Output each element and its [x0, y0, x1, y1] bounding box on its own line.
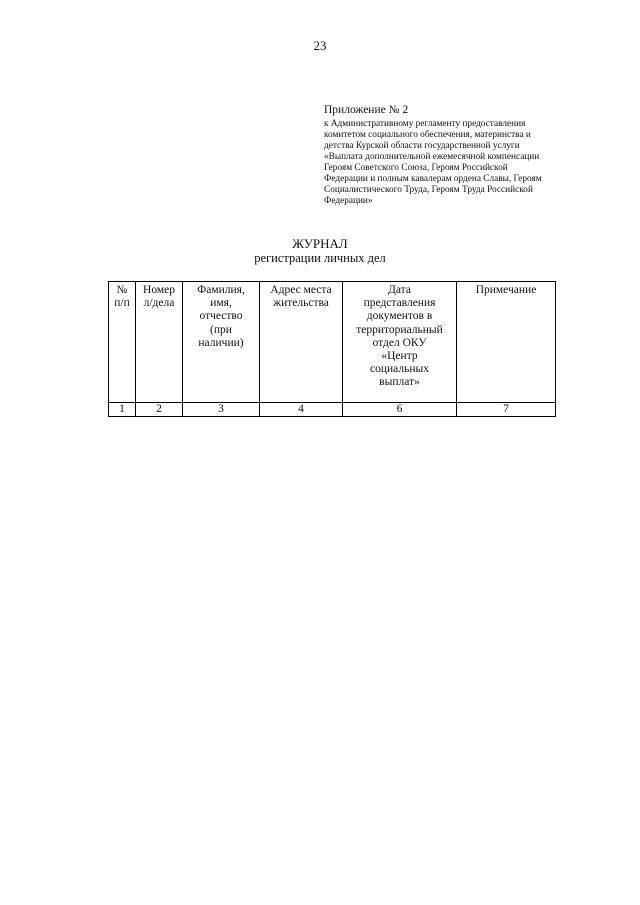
column-number-cell: 6 [343, 403, 457, 417]
header-text: п/п [114, 297, 130, 310]
journal-title: ЖУРНАЛ [292, 236, 348, 251]
header-text: Дата [388, 284, 411, 296]
header-text: Адрес места [270, 284, 332, 296]
header-text: территориальный [356, 323, 443, 336]
header-cell-note [457, 282, 556, 403]
appendix-line: Социалистического Труда, Героям Труда Российской [324, 185, 533, 195]
header-text: отчество [199, 310, 243, 323]
appendix-line: комитетом социального обеспечения, материнства и [324, 130, 531, 140]
appendix-line: «Выплата дополнительной ежемесячной компенсации [324, 152, 540, 162]
table-header-row [109, 282, 556, 403]
appendix-line: Федерации и полным кавалерам ордена Славы, Героям [324, 174, 542, 184]
header-text: социальных [370, 363, 429, 376]
header-text: документов в [366, 310, 433, 323]
header-cell-address [260, 282, 343, 403]
header-cell-submission-date [343, 282, 457, 403]
appendix-title: Приложение № 2 [324, 104, 409, 116]
header-text: «Центр [381, 350, 418, 363]
register-table [108, 281, 556, 417]
journal-subtitle: регистрации личных дел [254, 251, 386, 265]
header-text: жительства [273, 297, 329, 310]
header-cell-case-number [136, 282, 183, 403]
header-cell-number [109, 282, 136, 403]
column-number-cell: 2 [136, 403, 183, 417]
header-text: (при [210, 323, 232, 336]
header-text: представления [363, 297, 436, 310]
column-number-cell: 3 [183, 403, 260, 417]
header-text: Примечание [475, 284, 537, 296]
header-text: отдел ОКУ [372, 336, 427, 349]
column-number-cell: 7 [457, 403, 556, 417]
appendix-line: к Административному регламенту предоставления [324, 119, 526, 129]
header-text: Фамилия, [197, 284, 245, 296]
header-text: № [116, 284, 128, 296]
appendix-line: Героям Советского Союза, Героям Российской [324, 163, 508, 173]
header-text: выплат» [379, 376, 420, 389]
header-text: наличии) [198, 336, 244, 349]
column-number-cell: 4 [260, 403, 343, 417]
header-text: имя, [210, 297, 232, 310]
page-number: 23 [313, 38, 327, 53]
appendix-line: Федерации» [324, 196, 373, 206]
column-number-row [109, 403, 556, 417]
column-number-cell: 1 [109, 403, 136, 417]
appendix-body [324, 119, 586, 207]
header-text: л/дела [143, 297, 175, 310]
header-text: Номер [143, 284, 175, 296]
header-cell-full-name [183, 282, 260, 403]
appendix-line: детства Курской области государственной услуги [324, 141, 520, 151]
